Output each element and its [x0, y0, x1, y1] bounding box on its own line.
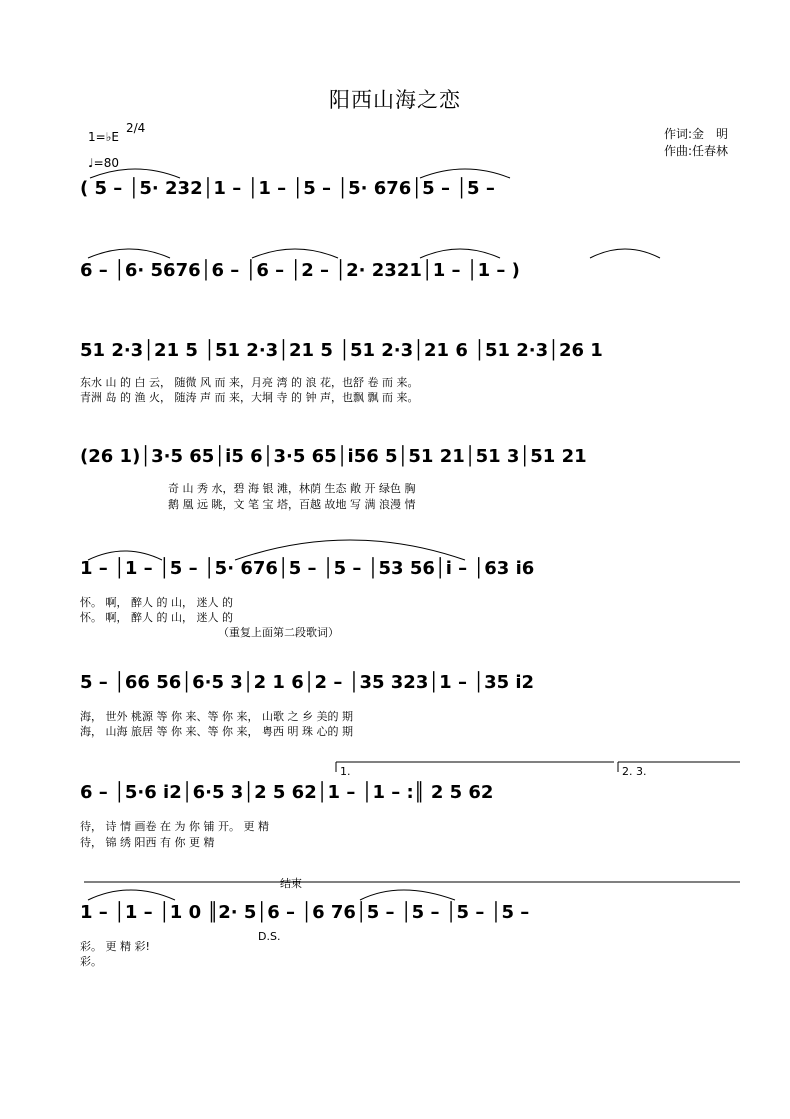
volta-1-label: 1. [340, 765, 351, 778]
lyrics-verse-1: 奇 山 秀 水，碧 海 银 滩，林荫 生态 敞 开 绿色 胸 [168, 482, 416, 495]
tempo-mark: ♩=80 [88, 156, 119, 170]
slur [420, 169, 510, 178]
lyrics-verse-2: 鹅 凰 远 眺，文 笔 宝 塔，百越 故地 写 满 浪漫 情 [168, 498, 416, 511]
composer-credit: 作曲:任春林 [664, 144, 729, 158]
system-notes: 1 – │1 – │1 0 ║2· 5│6 – │6 76│5 – │5 – │5 – │5 – [80, 902, 530, 923]
lyrics-verse-2: 彩。 [80, 955, 102, 968]
lyrics-verse-2: 待， 锦 绣 阳西 有 你 更 精 [80, 836, 215, 849]
lyrics-verse-1: 东水 山 的 白 云， 随微 风 而 来，月亮 湾 的 浪 花，也舒 卷 而 来。 [80, 376, 419, 389]
lyricist-credit: 作词:金 明 [664, 127, 729, 141]
system-notes: 6 – │6· 5676│6 – │6 – │2 – │2· 2321│1 – │1 – ) [80, 260, 520, 281]
slur [88, 551, 162, 560]
lyrics-verse-1: 待， 诗 情 画卷 在 为 你 铺 开。 更 精 [80, 820, 269, 833]
lyrics-verse-1: 彩。 更 精 彩! [80, 940, 150, 953]
key-label: 1=♭E [88, 130, 119, 144]
lyrics-verse-1: 海， 世外 桃源 等 你 来、等 你 来， 山歌 之 乡 美的 期 [80, 710, 353, 723]
repeat-lyrics-note: （重复上面第二段歌词） [218, 626, 339, 639]
slur [420, 249, 500, 258]
slur [88, 249, 170, 258]
system-notes: 6 – │5·6 i2│6·5 3│2 5 62│1 – │1 – :║ 2 5 62 [80, 782, 494, 803]
time-signature-label: 2/4 [126, 121, 146, 135]
volta-2-label: 2. 3. [622, 765, 647, 778]
lyrics-verse-2: 青洲 岛 的 渔 火， 随涛 声 而 来，大垌 寺 的 钟 声，也飘 飘 而 来。 [80, 391, 419, 404]
lyrics-verse-2: 怀。 啊， 醉人 的 山， 迷人 的 [80, 611, 233, 624]
system-notes: 1 – │1 – │5 – │5· 676│5 – │5 – │53 56│i – │63 i6 [80, 558, 535, 579]
lyrics-verse-2: 海， 山海 旅居 等 你 来、等 你 来， 粤西 明 珠 心的 期 [80, 725, 353, 738]
slur [90, 169, 180, 178]
system-notes: 51 2·3│21 5 │51 2·3│21 5 │51 2·3│21 6 │51 2·3│26 1 [80, 340, 603, 361]
system-notes: (26 1)│3·5 65│i5 6│3·5 65│i56 5│51 21│51 3│51 21 [80, 446, 587, 467]
slur [360, 890, 455, 900]
page-title: 阳西山海之恋 [329, 88, 461, 112]
end-label: 结束 [280, 877, 302, 890]
lyrics-verse-1: 怀。 啊， 醉人 的 山， 迷人 的 [80, 596, 233, 609]
slur [235, 540, 465, 560]
system-notes: 5 – │66 56│6·5 3│2 1 6│2 – │35 323│1 – │35 i2 [80, 672, 535, 693]
slur [590, 249, 660, 258]
system-notes: ( 5 – │5· 232│1 – │1 – │5 – │5· 676│5 – │5 – [80, 178, 495, 199]
ds-mark: D.S. [258, 930, 281, 943]
slur [252, 249, 338, 258]
slur [88, 890, 175, 900]
